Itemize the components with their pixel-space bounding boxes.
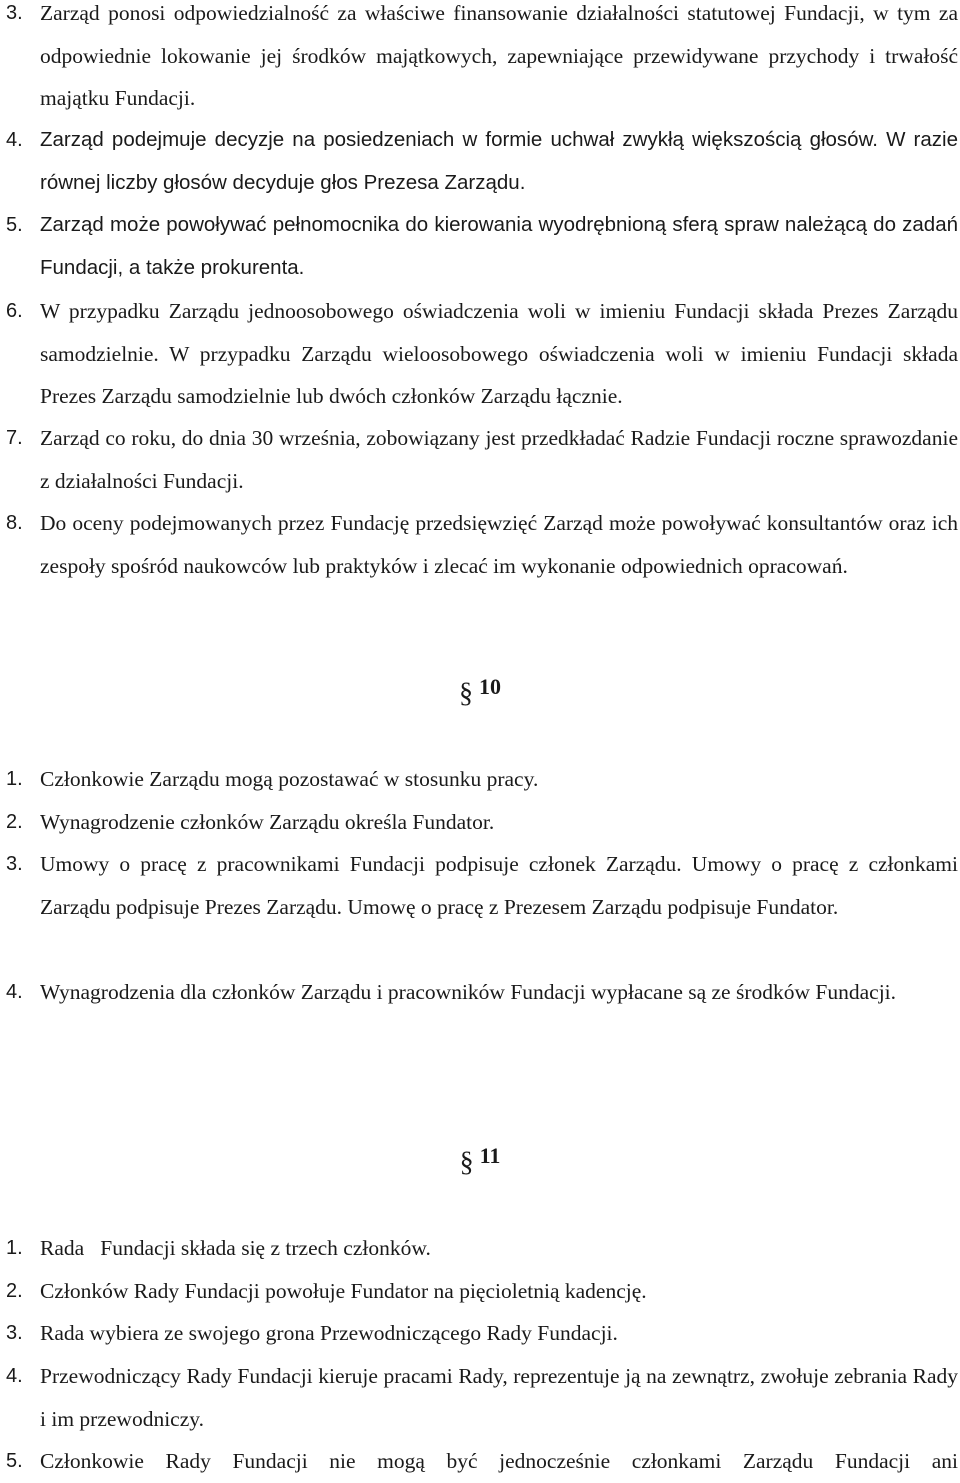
section-heading-10 bbox=[0, 674, 960, 710]
list-item bbox=[6, 1227, 958, 1270]
list-item bbox=[6, 1312, 958, 1355]
item-number: 3. bbox=[6, 1322, 23, 1344]
item-text: Rada wybiera ze swojego grona Przewodniczącego Rady Fundacji. bbox=[40, 1321, 618, 1345]
list-item bbox=[6, 290, 958, 418]
item-text: Zarząd może powoływać pełnomocnika do kierowania wyodrębnioną sferą spraw należącą do zadań Fundacji, a także prokurenta. bbox=[40, 213, 958, 279]
list-item bbox=[6, 502, 958, 587]
list-item bbox=[6, 1440, 958, 1483]
list-item bbox=[6, 1270, 958, 1313]
list-item bbox=[6, 0, 958, 120]
item-number: 3. bbox=[6, 853, 23, 875]
list-item bbox=[6, 758, 958, 801]
item-text: Zarząd co roku, do dnia 30 września, zobowiązany jest przedkładać Radzie Fundacji roczne sprawozdanie z działalności Fundacji. bbox=[40, 426, 958, 493]
section-heading-11 bbox=[0, 1143, 960, 1179]
list-item bbox=[6, 971, 958, 1014]
item-number: 5. bbox=[6, 214, 23, 236]
list-item bbox=[6, 204, 958, 289]
section-number: 11 bbox=[479, 1143, 501, 1168]
item-number: 5. bbox=[6, 1450, 23, 1472]
item-number: 2. bbox=[6, 1280, 23, 1302]
paragraph-symbol: § bbox=[459, 678, 473, 709]
item-text: Wynagrodzenia dla członków Zarządu i pracowników Fundacji wypłacane są ze środków Fundacji. bbox=[40, 980, 897, 1004]
item-text: Umowy o pracę z pracownikami Fundacji podpisuje członek Zarządu. Umowy o pracę z członkami Zarządu podpisuje Prezes Zarządu. Umowę o pracę z Prezesem Zarządu podpisuje Fundator. bbox=[40, 852, 958, 919]
section-number: 10 bbox=[479, 674, 501, 699]
list-item bbox=[6, 801, 958, 844]
item-number: 4. bbox=[6, 129, 23, 151]
item-text: Przewodniczący Rady Fundacji kieruje pracami Rady, reprezentuje ją na zewnątrz, zwołuje zebrania Rady i im przewodniczy. bbox=[40, 1364, 958, 1431]
item-number: 3. bbox=[6, 2, 23, 24]
list-item bbox=[6, 843, 958, 928]
item-text: Zarząd podejmuje decyzje na posiedzeniach w formie uchwał zwykłą większością głosów. W razie równej liczby głosów decyduje głos Prezesa Zarządu. bbox=[40, 128, 958, 194]
item-text: Członkowie Zarządu mogą pozostawać w stosunku pracy. bbox=[40, 767, 539, 791]
paragraph-symbol: § bbox=[459, 1147, 474, 1178]
item-text: Członkowie Rady Fundacji nie mogą być jednocześnie członkami Zarządu Fundacji ani bbox=[40, 1449, 958, 1473]
item-number: 6. bbox=[6, 300, 23, 322]
item-number: 7. bbox=[6, 427, 23, 449]
item-text: Wynagrodzenie członków Zarządu określa Fundator. bbox=[40, 810, 495, 834]
item-number: 4. bbox=[6, 981, 23, 1003]
item-number: 2. bbox=[6, 811, 23, 833]
item-text: Członków Rady Fundacji powołuje Fundator na pięcioletnią kadencję. bbox=[40, 1279, 647, 1303]
item-text: Zarząd ponosi odpowiedzialność za właściwe finansowanie działalności statutowej Fundacji, w tym za odpowiednie lokowanie jej środków majątkowych, zapewniające przewidywane przychody i trwałość majątku Fundacji. bbox=[40, 1, 958, 111]
item-number: 4. bbox=[6, 1365, 23, 1387]
item-text: Rada Fundacji składa się z trzech członków. bbox=[40, 1236, 431, 1260]
list-item bbox=[6, 1355, 958, 1440]
item-number: 8. bbox=[6, 512, 23, 534]
list-item bbox=[6, 417, 958, 502]
item-number: 1. bbox=[6, 768, 23, 790]
item-text: Do oceny podejmowanych przez Fundację przedsięwzięć Zarząd może powoływać konsultantów oraz ich zespoły spośród naukowców lub praktyków i zlecać im wykonanie odpowiednich opracowań. bbox=[40, 511, 958, 578]
item-number: 1. bbox=[6, 1237, 23, 1259]
item-text: W przypadku Zarządu jednoosobowego oświadczenia woli w imieniu Fundacji składa Prezes Zarządu samodzielnie. W przypadku Zarządu wieloosobowego oświadczenia woli w imieniu Fundacji składa Prezes Zarządu samodzielnie lub dwóch członków Zarządu łącznie. bbox=[40, 299, 958, 409]
list-item bbox=[6, 119, 958, 204]
